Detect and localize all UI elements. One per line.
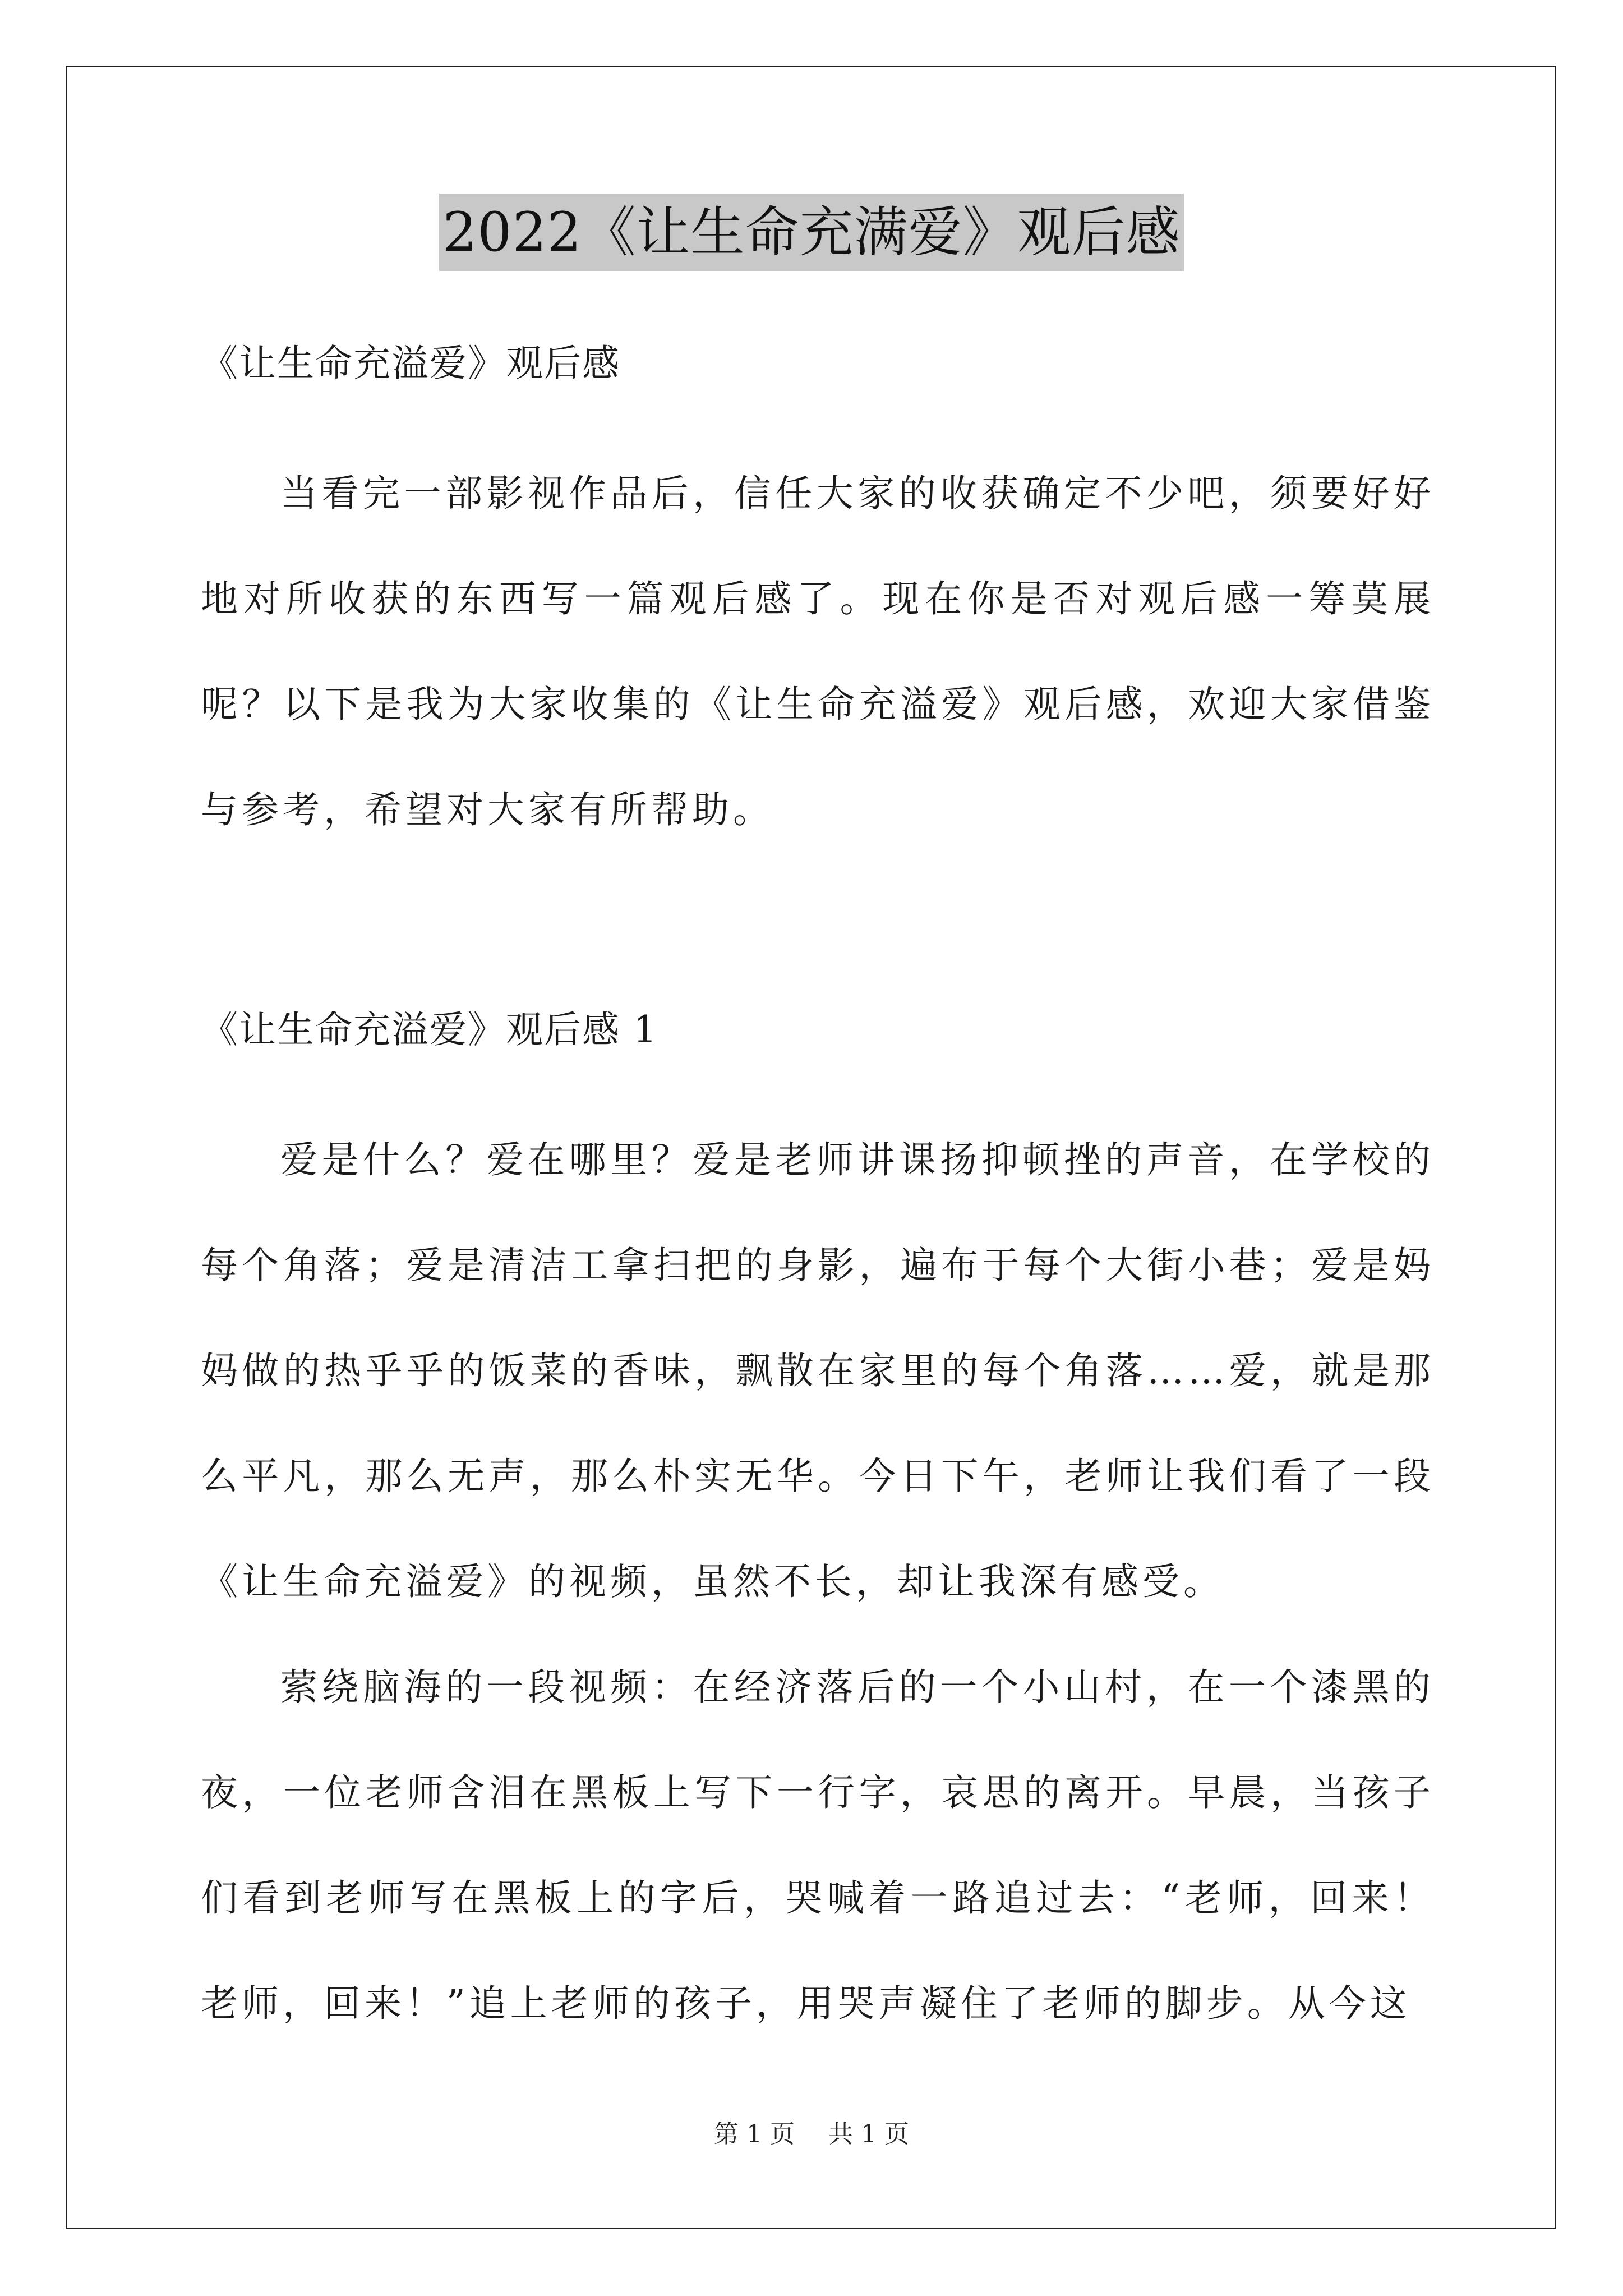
- page-total: 共 1 页: [828, 2120, 909, 2148]
- page-number: 第 1 页: [714, 2120, 795, 2148]
- section-paragraph: 爱是什么？爱在哪里？爱是老师讲课扬抑顿挫的声音，在学校的每个角落；爱是清洁工拿扫把的身影，遍布于每个大街小巷；爱是妈妈做的热乎乎的饭菜的香味，飘散在家里的每个角落……爱，就是那么平凡，那么无声，那么朴实无华。今日下午，老师让我们看了一段《让生命充溢爱》的视频，虽然不长，却让我深有感受。: [201, 1138, 1435, 1603]
- title-container: [0, 194, 1623, 271]
- page-footer: [0, 2118, 1623, 2151]
- section-heading: 《让生命充溢爱》观后感 1: [201, 1008, 658, 1051]
- spacer: [201, 863, 1435, 1003]
- intro-paragraph: 当看完一部影视作品后，信任大家的收获确定不少吧，须要好好地对所收获的东西写一篇观后感了。现在你是否对观后感一筹莫展呢？以下是我为大家收集的《让生命充溢爱》观后感，欢迎大家借鉴与参考，希望对大家有所帮助。: [201, 472, 1435, 831]
- intro-heading: 《让生命充溢爱》观后感: [201, 342, 620, 385]
- spacer: [201, 1057, 1435, 1107]
- document-body: [201, 337, 1435, 2056]
- section-paragraph: 萦绕脑海的一段视频：在经济落后的一个小山村，在一个漆黑的夜，一位老师含泪在黑板上写下一行字，哀思的离开。早晨，当孩子们看到老师写在黑板上的字后，哭喊着一路追过去：“老师，回来！老师，回来！”追上老师的孩子，用哭声凝住了老师的脚步。从今这: [201, 1665, 1435, 2025]
- spacer: [201, 390, 1435, 441]
- document-title: 2022《让生命充满爱》观后感: [439, 194, 1183, 271]
